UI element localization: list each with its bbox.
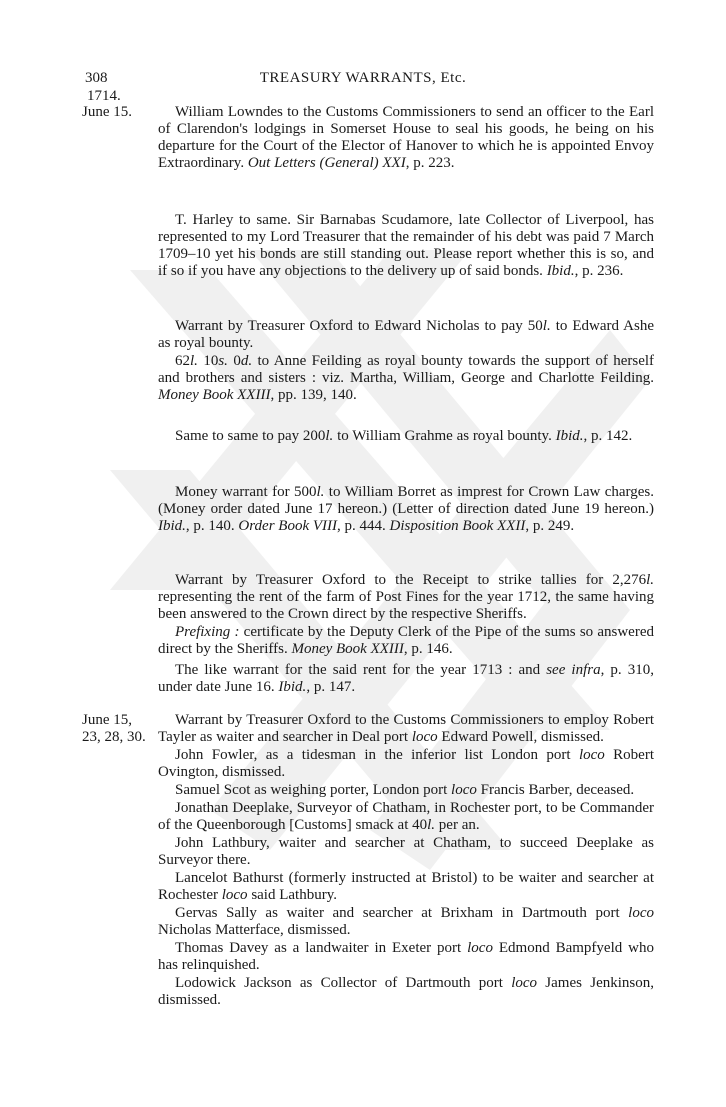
- list-item: Samuel Scot as weighing porter, London port loco Francis Barber, deceased.: [175, 782, 635, 798]
- entry-post-fines: [158, 572, 654, 658]
- entry-paragraph: William Lowndes to the Customs Commissioners to send an officer to the Earl of Clarendon's lodgings in Somerset House to seal his goods, he being on his departure for the Court of the Elector of Hanover to which he is appointed Envoy Extraordinary. Out Letters (General) XXI, p. 223.: [158, 104, 654, 171]
- margin-year: 1714.: [87, 88, 121, 104]
- entry-paragraph: T. Harley to same. Sir Barnabas Scudamore, late Collector of Liverpool, has represented to my Lord Treasurer that the remainder of his debt was paid 7 March 1709–10 yet his bonds are still standing out. Please report whether this is so, and if so if you have any objections to the delivery up of said bonds. Ibid., p. 236.: [158, 212, 654, 279]
- margin-date-text: 23, 28, 30.: [82, 729, 146, 745]
- list-item: Lodowick Jackson as Collector of Dartmouth port loco James Jenkinson, dismissed.: [158, 975, 654, 1008]
- list-item: Gervas Sally as waiter and searcher at Brixham in Dartmouth port loco Nicholas Matterface, dismissed.: [158, 905, 654, 938]
- page-header: [0, 70, 726, 90]
- list-item: Lancelot Bathurst (formerly instructed at Bristol) to be waiter and searcher at Rochester loco said Lathbury.: [158, 870, 654, 903]
- margin-date-text: June 15.: [82, 104, 132, 120]
- running-title: TREASURY WARRANTS, Etc.: [259, 70, 467, 86]
- entry-grahme: [158, 428, 654, 445]
- entry-paragraph: Warrant by Treasurer Oxford to the Receipt to strike tallies for 2,276l. representing the rent of the farm of Post Fines for the year 1712, the same having been answered to the Crown direct by the respective Sheriffs.: [158, 572, 654, 622]
- entry-paragraph: 62l. 10s. 0d. to Anne Feilding as royal bounty towards the support of herself and brothers and sisters : viz. Martha, William, George and Charlotte Feilding. Money Book XXIII, pp. 139, 140.: [158, 353, 655, 403]
- list-item: Thomas Davey as a landwaiter in Exeter port loco Edmond Bampfyeld who has relinquished.: [158, 940, 654, 973]
- margin-date-text: June 15,: [82, 712, 132, 728]
- entry-paragraph: Warrant by Treasurer Oxford to Edward Nicholas to pay 50l. to Edward Ashe as royal bounty.: [158, 318, 654, 351]
- entry-borret: [158, 484, 654, 535]
- entry-lowndes: [158, 104, 654, 172]
- entry-customs-appointments: [158, 712, 654, 1009]
- entry-paragraph: Warrant by Treasurer Oxford to the Customs Commissioners to employ Robert Tayler as waiter and searcher in Deal port loco Edward Powell, dismissed.: [158, 712, 654, 745]
- entry-paragraph: Money warrant for 500l. to William Borret as imprest for Crown Law charges. (Money order dated June 17 hereon.) (Letter of direction dated June 19 hereon.) Ibid., p. 140. Order Book VIII, p. 444. Disposition Book XXII, p. 249.: [158, 484, 654, 534]
- margin-date-june-15-30: [82, 712, 156, 746]
- list-item: John Lathbury, waiter and searcher at Chatham, to succeed Deeplake as Surveyor there.: [158, 835, 654, 868]
- entry-paragraph: The like warrant for the said rent for the year 1713 : and see infra, p. 310, under date June 16. Ibid., p. 147.: [158, 662, 654, 695]
- list-item: John Fowler, as a tidesman in the inferior list London port loco Robert Ovington, dismissed.: [158, 747, 654, 780]
- entry-paragraph: Same to same to pay 200l. to William Grahme as royal bounty. Ibid., p. 142.: [175, 428, 633, 444]
- page-number: 308: [85, 70, 108, 86]
- entry-harley: [158, 212, 654, 280]
- list-item: Jonathan Deeplake, Surveyor of Chatham, in Rochester port, to be Commander of the Queenborough [Customs] smack at 40l. per an.: [158, 800, 654, 833]
- entry-paragraph: Prefixing : certificate by the Deputy Clerk of the Pipe of the sums so answered direct by the Sheriffs. Money Book XXIII, p. 146.: [158, 624, 654, 657]
- entry-like-warrant: [158, 662, 654, 696]
- entry-nicholas: [158, 318, 654, 404]
- margin-date-june-15: [82, 104, 156, 121]
